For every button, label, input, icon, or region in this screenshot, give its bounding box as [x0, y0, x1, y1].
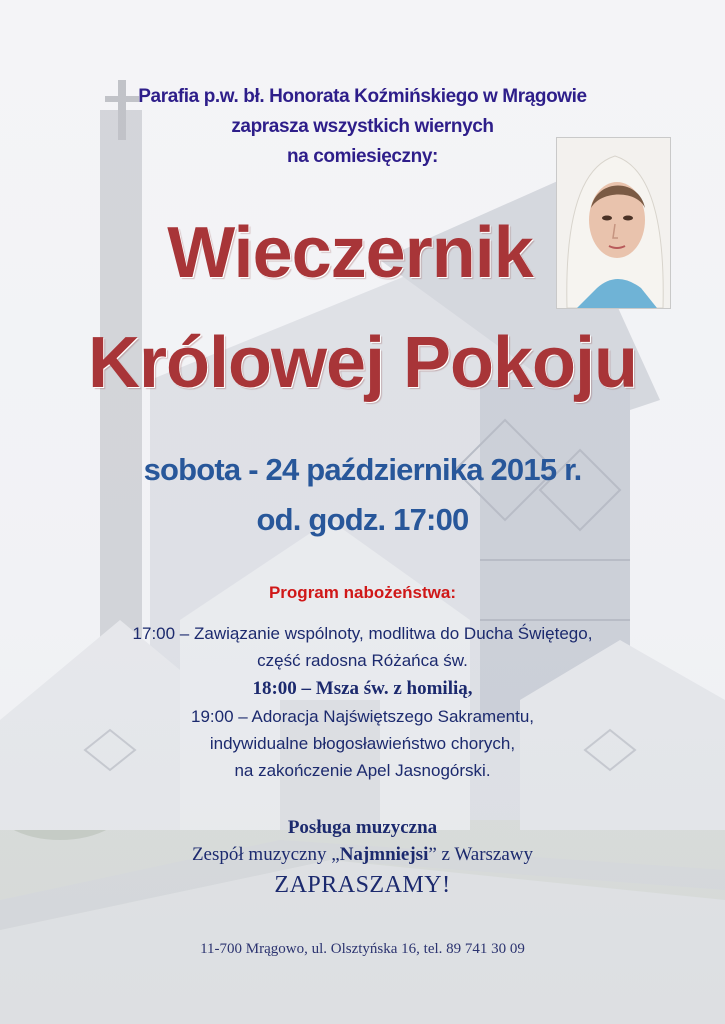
contact-address: 11-700 Mrągowo, ul. Olsztyńska 16, tel. 89 741 30 09	[200, 941, 525, 957]
invitation-line-2: na comiesięczny:	[287, 146, 438, 167]
music-band-line	[0, 844, 725, 866]
program-heading: Program nabożeństwa:	[268, 583, 457, 602]
program-line-mass: 18:00 – Msza św. z homilią,	[252, 678, 473, 699]
music-heading: Posługa muzyczna	[287, 817, 438, 838]
virgin-mary-portrait	[556, 137, 671, 309]
program-line: część radosna Różańca św.	[257, 651, 468, 670]
band-name: Najmniejsi	[339, 844, 429, 865]
music-band-prefix: Zespół muzyczny „	[191, 844, 340, 865]
program-line: indywidualne błogosławieństwo chorych,	[209, 734, 516, 753]
program-line: 19:00 – Adoracja Najświętszego Sakramentu,	[190, 707, 535, 726]
program-line: 17:00 – Zawiązanie wspólnoty, modlitwa do Ducha Świętego,	[132, 624, 593, 643]
event-title-line2: Królowej Pokoju	[87, 323, 638, 403]
music-band-suffix: ” z Warszawy	[428, 844, 534, 865]
event-time: od. godz. 17:00	[256, 502, 469, 537]
program-line: na zakończenie Apel Jasnogórski.	[234, 761, 491, 780]
event-date: sobota - 24 października 2015 r.	[143, 452, 582, 487]
invitation-line: zaprasza wszystkich wiernych	[231, 116, 494, 137]
invitation-call: ZAPRASZAMY!	[274, 872, 451, 898]
event-title-line1: Wieczernik	[167, 213, 533, 293]
parish-name: Parafia p.w. bł. Honorata Koźmińskiego w Mrągowie	[138, 86, 587, 107]
